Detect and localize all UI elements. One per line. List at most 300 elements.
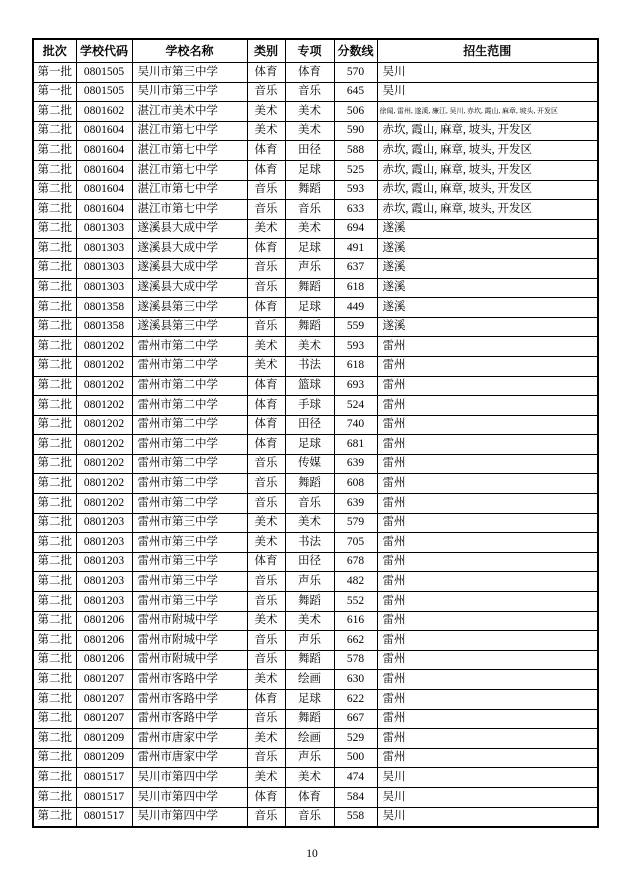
school-code-cell: 0801604 (76, 141, 132, 161)
batch-cell: 第二批 (33, 258, 76, 278)
table-row (33, 474, 598, 494)
school-name-cell: 吴川市第三中学 (132, 82, 247, 102)
table-row (33, 337, 598, 357)
score-line-cell: 491 (334, 239, 377, 259)
score-line-cell: 482 (334, 572, 377, 592)
specialty-cell: 足球 (285, 690, 334, 710)
table-row (33, 631, 598, 651)
specialty-cell: 足球 (285, 239, 334, 259)
table-row (33, 748, 598, 768)
enrollment-scope-cell: 赤坎, 霞山, 麻章, 坡头, 开发区 (377, 200, 598, 220)
school-code-cell: 0801358 (76, 298, 132, 318)
specialty-cell: 足球 (285, 298, 334, 318)
table-row (33, 200, 598, 220)
batch-cell: 第二批 (33, 141, 76, 161)
specialty-cell: 音乐 (285, 494, 334, 514)
score-line-cell: 693 (334, 376, 377, 396)
batch-cell: 第二批 (33, 396, 76, 416)
enrollment-scope-cell: 吴川 (377, 768, 598, 788)
category-cell: 美术 (247, 611, 285, 631)
batch-cell: 第一批 (33, 82, 76, 102)
specialty-cell: 声乐 (285, 748, 334, 768)
enrollment-scope-cell: 雷州 (377, 356, 598, 376)
specialty-cell: 音乐 (285, 807, 334, 827)
school-code-cell: 0801505 (76, 82, 132, 102)
enrollment-scope-cell: 雷州 (377, 748, 598, 768)
school-name-cell: 雷州市第二中学 (132, 396, 247, 416)
category-cell: 音乐 (247, 709, 285, 729)
school-name-cell: 雷州市附城中学 (132, 611, 247, 631)
specialty-cell: 美术 (285, 337, 334, 357)
enrollment-scope-cell: 雷州 (377, 572, 598, 592)
enrollment-scope-cell: 雷州 (377, 396, 598, 416)
specialty-cell: 美术 (285, 513, 334, 533)
enrollment-scope-cell: 雷州 (377, 709, 598, 729)
school-name-cell: 雷州市第二中学 (132, 494, 247, 514)
enrollment-scope-cell: 雷州 (377, 592, 598, 612)
batch-cell: 第二批 (33, 239, 76, 259)
school-name-cell: 湛江市第七中学 (132, 121, 247, 141)
specialty-cell: 声乐 (285, 572, 334, 592)
admission-score-table (32, 38, 599, 828)
school-name-cell: 雷州市客路中学 (132, 709, 247, 729)
batch-cell: 第二批 (33, 317, 76, 337)
category-cell: 体育 (247, 552, 285, 572)
school-code-cell: 0801505 (76, 63, 132, 83)
school-name-cell: 雷州市第三中学 (132, 592, 247, 612)
score-line-cell: 639 (334, 494, 377, 514)
school-code-cell: 0801209 (76, 748, 132, 768)
school-code-cell: 0801202 (76, 356, 132, 376)
header-school-name: 学校名称 (132, 39, 247, 63)
school-name-cell: 雷州市第三中学 (132, 513, 247, 533)
school-name-cell: 湛江市第七中学 (132, 160, 247, 180)
specialty-cell: 足球 (285, 160, 334, 180)
category-cell: 音乐 (247, 494, 285, 514)
school-name-cell: 雷州市第二中学 (132, 337, 247, 357)
category-cell: 音乐 (247, 454, 285, 474)
batch-cell: 第二批 (33, 807, 76, 827)
specialty-cell: 田径 (285, 141, 334, 161)
school-name-cell: 吴川市第四中学 (132, 768, 247, 788)
score-line-cell: 449 (334, 298, 377, 318)
batch-cell: 第二批 (33, 690, 76, 710)
school-name-cell: 遂溪县第三中学 (132, 298, 247, 318)
table-row (33, 160, 598, 180)
school-code-cell: 0801203 (76, 533, 132, 553)
table-row (33, 141, 598, 161)
school-code-cell: 0801203 (76, 572, 132, 592)
category-cell: 体育 (247, 787, 285, 807)
batch-cell: 第二批 (33, 180, 76, 200)
school-code-cell: 0801303 (76, 239, 132, 259)
school-name-cell: 雷州市第二中学 (132, 415, 247, 435)
enrollment-scope-cell: 赤坎, 霞山, 麻章, 坡头, 开发区 (377, 121, 598, 141)
enrollment-scope-cell: 雷州 (377, 376, 598, 396)
score-line-cell: 618 (334, 278, 377, 298)
score-line-cell: 740 (334, 415, 377, 435)
table-row (33, 317, 598, 337)
enrollment-scope-cell: 雷州 (377, 729, 598, 749)
table-row (33, 787, 598, 807)
score-line-cell: 705 (334, 533, 377, 553)
school-name-cell: 雷州市第二中学 (132, 454, 247, 474)
school-name-cell: 遂溪县大成中学 (132, 258, 247, 278)
batch-cell: 第二批 (33, 219, 76, 239)
enrollment-scope-cell: 吴川 (377, 63, 598, 83)
score-line-cell: 608 (334, 474, 377, 494)
specialty-cell: 美术 (285, 219, 334, 239)
batch-cell: 第二批 (33, 454, 76, 474)
specialty-cell: 声乐 (285, 258, 334, 278)
batch-cell: 第二批 (33, 102, 76, 122)
table-row (33, 552, 598, 572)
school-code-cell: 0801303 (76, 219, 132, 239)
category-cell: 体育 (247, 690, 285, 710)
specialty-cell: 美术 (285, 768, 334, 788)
specialty-cell: 声乐 (285, 631, 334, 651)
category-cell: 美术 (247, 670, 285, 690)
header-school-code: 学校代码 (76, 39, 132, 63)
enrollment-scope-cell: 雷州 (377, 670, 598, 690)
enrollment-scope-cell: 雷州 (377, 650, 598, 670)
score-line-cell: 678 (334, 552, 377, 572)
school-name-cell: 吴川市第三中学 (132, 63, 247, 83)
batch-cell: 第二批 (33, 709, 76, 729)
specialty-cell: 手球 (285, 396, 334, 416)
category-cell: 体育 (247, 396, 285, 416)
school-code-cell: 0801604 (76, 200, 132, 220)
batch-cell: 第二批 (33, 552, 76, 572)
school-name-cell: 雷州市第三中学 (132, 572, 247, 592)
school-name-cell: 雷州市附城中学 (132, 650, 247, 670)
specialty-cell: 体育 (285, 63, 334, 83)
specialty-cell: 传媒 (285, 454, 334, 474)
specialty-cell: 舞蹈 (285, 317, 334, 337)
specialty-cell: 舞蹈 (285, 474, 334, 494)
category-cell: 体育 (247, 435, 285, 455)
category-cell: 美术 (247, 356, 285, 376)
school-code-cell: 0801202 (76, 474, 132, 494)
batch-cell: 第二批 (33, 298, 76, 318)
score-line-cell: 578 (334, 650, 377, 670)
school-code-cell: 0801206 (76, 650, 132, 670)
category-cell: 体育 (247, 160, 285, 180)
specialty-cell: 书法 (285, 356, 334, 376)
score-line-cell: 639 (334, 454, 377, 474)
enrollment-scope-cell: 遂溪 (377, 298, 598, 318)
score-line-cell: 593 (334, 337, 377, 357)
table-row (33, 63, 598, 83)
enrollment-scope-cell: 吴川 (377, 807, 598, 827)
category-cell: 美术 (247, 768, 285, 788)
table-row (33, 376, 598, 396)
batch-cell: 第二批 (33, 376, 76, 396)
enrollment-scope-cell: 雷州 (377, 474, 598, 494)
score-line-cell: 570 (334, 63, 377, 83)
category-cell: 体育 (247, 239, 285, 259)
enrollment-scope-cell: 遂溪 (377, 258, 598, 278)
batch-cell: 第二批 (33, 494, 76, 514)
school-code-cell: 0801517 (76, 807, 132, 827)
specialty-cell: 美术 (285, 102, 334, 122)
batch-cell: 第二批 (33, 787, 76, 807)
category-cell: 音乐 (247, 278, 285, 298)
enrollment-scope-cell: 雷州 (377, 690, 598, 710)
specialty-cell: 舞蹈 (285, 592, 334, 612)
specialty-cell: 美术 (285, 611, 334, 631)
school-code-cell: 0801303 (76, 258, 132, 278)
batch-cell: 第二批 (33, 631, 76, 651)
enrollment-scope-cell: 赤坎, 霞山, 麻章, 坡头, 开发区 (377, 141, 598, 161)
enrollment-scope-cell: 雷州 (377, 611, 598, 631)
table-row (33, 82, 598, 102)
score-line-cell: 593 (334, 180, 377, 200)
table-row (33, 219, 598, 239)
specialty-cell: 田径 (285, 415, 334, 435)
school-name-cell: 雷州市客路中学 (132, 670, 247, 690)
school-name-cell: 雷州市客路中学 (132, 690, 247, 710)
specialty-cell: 舞蹈 (285, 709, 334, 729)
school-name-cell: 吴川市第四中学 (132, 787, 247, 807)
specialty-cell: 舞蹈 (285, 278, 334, 298)
school-name-cell: 雷州市第二中学 (132, 474, 247, 494)
enrollment-scope-cell: 雷州 (377, 513, 598, 533)
header-category: 类别 (247, 39, 285, 63)
school-code-cell: 0801358 (76, 317, 132, 337)
school-code-cell: 0801604 (76, 180, 132, 200)
category-cell: 体育 (247, 415, 285, 435)
table-row (33, 592, 598, 612)
header-score-line: 分数线 (334, 39, 377, 63)
batch-cell: 第二批 (33, 592, 76, 612)
category-cell: 音乐 (247, 748, 285, 768)
score-line-cell: 662 (334, 631, 377, 651)
enrollment-scope-cell: 雷州 (377, 337, 598, 357)
enrollment-scope-cell: 雷州 (377, 533, 598, 553)
school-code-cell: 0801202 (76, 376, 132, 396)
category-cell: 体育 (247, 298, 285, 318)
school-code-cell: 0801203 (76, 592, 132, 612)
category-cell: 美术 (247, 337, 285, 357)
table-row (33, 494, 598, 514)
batch-cell: 第二批 (33, 415, 76, 435)
score-line-cell: 558 (334, 807, 377, 827)
table-row (33, 690, 598, 710)
school-code-cell: 0801202 (76, 396, 132, 416)
score-line-cell: 525 (334, 160, 377, 180)
table-body (33, 63, 598, 828)
score-line-cell: 529 (334, 729, 377, 749)
enrollment-scope-cell: 雷州 (377, 435, 598, 455)
specialty-cell: 舞蹈 (285, 180, 334, 200)
enrollment-scope-cell: 遂溪 (377, 239, 598, 259)
batch-cell: 第二批 (33, 474, 76, 494)
header-batch: 批次 (33, 39, 76, 63)
table-row (33, 513, 598, 533)
category-cell: 音乐 (247, 474, 285, 494)
table-row (33, 454, 598, 474)
school-name-cell: 湛江市第七中学 (132, 200, 247, 220)
school-code-cell: 0801207 (76, 690, 132, 710)
specialty-cell: 体育 (285, 787, 334, 807)
specialty-cell: 绘画 (285, 729, 334, 749)
enrollment-scope-cell: 雷州 (377, 494, 598, 514)
school-code-cell: 0801602 (76, 102, 132, 122)
score-line-cell: 474 (334, 768, 377, 788)
score-line-cell: 622 (334, 690, 377, 710)
school-code-cell: 0801604 (76, 160, 132, 180)
school-name-cell: 雷州市唐家中学 (132, 729, 247, 749)
specialty-cell: 美术 (285, 121, 334, 141)
score-line-cell: 630 (334, 670, 377, 690)
enrollment-scope-cell: 吴川 (377, 787, 598, 807)
score-line-cell: 579 (334, 513, 377, 533)
table-row (33, 278, 598, 298)
table-row (33, 611, 598, 631)
table-row (33, 709, 598, 729)
batch-cell: 第二批 (33, 748, 76, 768)
batch-cell: 第二批 (33, 670, 76, 690)
table-row (33, 572, 598, 592)
specialty-cell: 绘画 (285, 670, 334, 690)
table-row (33, 650, 598, 670)
category-cell: 体育 (247, 63, 285, 83)
table-row (33, 396, 598, 416)
table-row (33, 415, 598, 435)
school-code-cell: 0801206 (76, 611, 132, 631)
specialty-cell: 音乐 (285, 200, 334, 220)
table-row (33, 768, 598, 788)
category-cell: 音乐 (247, 592, 285, 612)
school-code-cell: 0801303 (76, 278, 132, 298)
category-cell: 音乐 (247, 258, 285, 278)
table-row (33, 102, 598, 122)
table-row (33, 258, 598, 278)
batch-cell: 第二批 (33, 768, 76, 788)
header-specialty: 专项 (285, 39, 334, 63)
school-code-cell: 0801206 (76, 631, 132, 651)
category-cell: 美术 (247, 219, 285, 239)
school-name-cell: 雷州市唐家中学 (132, 748, 247, 768)
school-code-cell: 0801202 (76, 454, 132, 474)
score-line-cell: 618 (334, 356, 377, 376)
school-code-cell: 0801604 (76, 121, 132, 141)
enrollment-scope-cell: 徐闻, 雷州, 遂溪, 廉江, 吴川, 赤坎, 霞山, 麻章, 坡头, 开发区 (377, 102, 598, 122)
score-line-cell: 506 (334, 102, 377, 122)
school-code-cell: 0801517 (76, 787, 132, 807)
score-line-cell: 645 (334, 82, 377, 102)
specialty-cell: 足球 (285, 435, 334, 455)
category-cell: 音乐 (247, 572, 285, 592)
category-cell: 体育 (247, 141, 285, 161)
school-name-cell: 湛江市第七中学 (132, 180, 247, 200)
score-line-cell: 633 (334, 200, 377, 220)
header-enrollment-scope: 招生范围 (377, 39, 598, 63)
score-line-cell: 584 (334, 787, 377, 807)
score-line-cell: 559 (334, 317, 377, 337)
table-row (33, 533, 598, 553)
table-row (33, 435, 598, 455)
school-name-cell: 雷州市第三中学 (132, 552, 247, 572)
batch-cell: 第二批 (33, 729, 76, 749)
school-code-cell: 0801202 (76, 435, 132, 455)
category-cell: 音乐 (247, 180, 285, 200)
enrollment-scope-cell: 遂溪 (377, 317, 598, 337)
batch-cell: 第二批 (33, 513, 76, 533)
category-cell: 音乐 (247, 807, 285, 827)
table-row (33, 356, 598, 376)
table-row (33, 807, 598, 827)
table-row (33, 239, 598, 259)
school-name-cell: 雷州市第二中学 (132, 376, 247, 396)
batch-cell: 第二批 (33, 533, 76, 553)
table-row (33, 298, 598, 318)
school-name-cell: 遂溪县第三中学 (132, 317, 247, 337)
category-cell: 音乐 (247, 631, 285, 651)
school-name-cell: 遂溪县大成中学 (132, 239, 247, 259)
batch-cell: 第一批 (33, 63, 76, 83)
specialty-cell: 田径 (285, 552, 334, 572)
school-name-cell: 湛江市第七中学 (132, 141, 247, 161)
table-row (33, 180, 598, 200)
school-code-cell: 0801202 (76, 415, 132, 435)
specialty-cell: 舞蹈 (285, 650, 334, 670)
school-name-cell: 吴川市第四中学 (132, 807, 247, 827)
category-cell: 体育 (247, 376, 285, 396)
enrollment-scope-cell: 遂溪 (377, 278, 598, 298)
score-line-cell: 524 (334, 396, 377, 416)
batch-cell: 第二批 (33, 337, 76, 357)
enrollment-scope-cell: 遂溪 (377, 219, 598, 239)
school-code-cell: 0801202 (76, 494, 132, 514)
school-code-cell: 0801207 (76, 670, 132, 690)
enrollment-scope-cell: 赤坎, 霞山, 麻章, 坡头, 开发区 (377, 160, 598, 180)
category-cell: 音乐 (247, 650, 285, 670)
school-code-cell: 0801209 (76, 729, 132, 749)
school-name-cell: 雷州市第二中学 (132, 356, 247, 376)
score-line-cell: 590 (334, 121, 377, 141)
score-line-cell: 588 (334, 141, 377, 161)
enrollment-scope-cell: 雷州 (377, 552, 598, 572)
category-cell: 美术 (247, 513, 285, 533)
school-code-cell: 0801517 (76, 768, 132, 788)
score-line-cell: 667 (334, 709, 377, 729)
table-row (33, 729, 598, 749)
enrollment-scope-cell: 吴川 (377, 82, 598, 102)
score-line-cell: 500 (334, 748, 377, 768)
category-cell: 美术 (247, 729, 285, 749)
batch-cell: 第二批 (33, 611, 76, 631)
school-name-cell: 雷州市第三中学 (132, 533, 247, 553)
score-line-cell: 681 (334, 435, 377, 455)
specialty-cell: 音乐 (285, 82, 334, 102)
school-code-cell: 0801207 (76, 709, 132, 729)
school-name-cell: 雷州市附城中学 (132, 631, 247, 651)
batch-cell: 第二批 (33, 572, 76, 592)
batch-cell: 第二批 (33, 356, 76, 376)
school-name-cell: 遂溪县大成中学 (132, 219, 247, 239)
table-row (33, 121, 598, 141)
school-code-cell: 0801203 (76, 552, 132, 572)
table-header-row (33, 39, 598, 63)
table-row (33, 670, 598, 690)
school-name-cell: 雷州市第二中学 (132, 435, 247, 455)
score-line-cell: 637 (334, 258, 377, 278)
school-code-cell: 0801202 (76, 337, 132, 357)
school-name-cell: 遂溪县大成中学 (132, 278, 247, 298)
category-cell: 音乐 (247, 317, 285, 337)
